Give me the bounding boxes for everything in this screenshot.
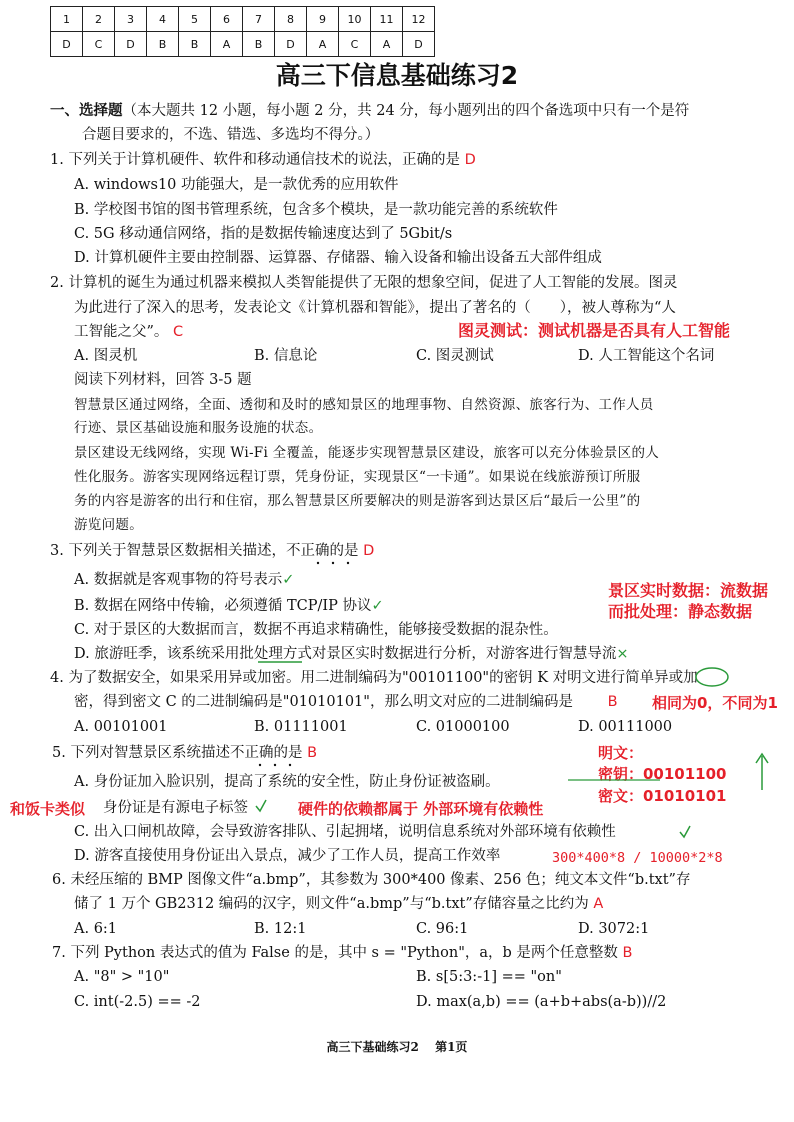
q2-option-a: A. 图灵机 — [74, 348, 138, 364]
answer-table-number-cell: 1 — [51, 7, 83, 32]
q4-option-d: D. 00111000 — [578, 719, 673, 735]
circle-mark-icon — [696, 668, 728, 686]
q3-stem: 3. 下列关于智慧景区数据相关描述，不正确的是 — [50, 543, 359, 559]
answer-table-number-cell: 3 — [115, 7, 147, 32]
q1-stem: 1. 下列关于计算机硬件、软件和移动通信技术的说法，正确的是 — [50, 152, 460, 168]
q7-option-c: C. int(-2.5) == -2 — [74, 994, 201, 1010]
q1-option-d: D. 计算机硬件主要由控制器、运算器、存储器、输入设备和输出设备五大部件组成 — [74, 250, 602, 266]
q5-option-a: A. 身份证加入脸识别，提高了系统的安全性，防止身份证被盗刷。 — [74, 774, 500, 790]
q3-option-d: D. 旅游旺季，该系统采用批处理方式对景区实时数据进行分析，对游客进行智慧导流 — [74, 646, 617, 662]
answer-table-number-cell: 2 — [83, 7, 115, 32]
answer-table-number-cell: 11 — [371, 7, 403, 32]
material-p1-line1: 智慧景区通过网络，全面、透彻和及时的感知景区的地理事物、自然资源、旅客行为、工作人员 — [74, 397, 654, 413]
q7-option-b: B. s[5:3:-1] == "on" — [416, 969, 562, 985]
material-p1-line2: 行迹、景区基础设施和服务设施的状态。 — [74, 420, 323, 436]
answer-table-number-cell: 7 — [243, 7, 275, 32]
q5-option-b-rest: 身份证是有源电子标签 — [103, 800, 248, 816]
q5-stem: 5. 下列对智慧景区系统描述不正确的是 — [52, 745, 303, 761]
answer-table-answer-cell: D — [403, 32, 435, 57]
q6-option-d: D. 3072:1 — [578, 921, 650, 937]
q1-option-c: C. 5G 移动通信网络，指的是数据传输速度达到了 5Gbit/s — [74, 226, 453, 242]
answer-table-answer-cell: D — [51, 32, 83, 57]
q5-note-hardware: 硬件的依赖都属于 外部环境有依赖性 — [298, 800, 544, 818]
q4-stem-2: 密，得到密文 C 的二进制编码是"01010101"，那么明文对应的二进制编码是 — [74, 694, 573, 710]
answer-table-number-cell: 4 — [147, 7, 179, 32]
q4-handwritten-note: 相同为0，不同为1 — [652, 694, 778, 712]
check-icon: ✓ — [282, 572, 295, 588]
check-icon: ✓ — [371, 598, 384, 614]
q4-option-b: B. 01111001 — [254, 719, 348, 735]
q6-stem-2: 储了 1 万个 GB2312 编码的汉字，则文件“a.bmp”与“b.txt”存储容量之比约为 — [74, 896, 589, 912]
q2-handwritten-note: 图灵测试：测试机器是否具有人工智能 — [458, 321, 731, 340]
answer-table-number-cell: 8 — [275, 7, 307, 32]
q4-option-a: A. 00101001 — [74, 719, 168, 735]
answer-table-number-cell: 5 — [179, 7, 211, 32]
q2-option-c: C. 图灵测试 — [416, 348, 494, 364]
q7-option-a: A. "8" > "10" — [74, 969, 170, 985]
material-lead: 阅读下列材料，回答 3-5 题 — [74, 372, 252, 388]
q6-handwritten-formula: 300*400*8 / 10000*2*8 — [552, 850, 723, 866]
page-title: 高三下信息基础练习2 — [275, 61, 519, 90]
answer-table-answer-cell: B — [243, 32, 275, 57]
answer-table-answer-cell: A — [307, 32, 339, 57]
q5-option-c: C. 出入口闸机故障，会导致游客排队、引起拥堵，说明信息系统对外部环境有依赖性 — [74, 824, 616, 840]
q2-option-d: D. 人工智能这个名词 — [578, 348, 715, 364]
material-p2-line1: 景区建设无线网络，实现 Wi-Fi 全覆盖，能逐步实现智慧景区建设，旅客可以充分体验景区的人 — [74, 445, 660, 461]
section-intro-1: （本大题共 12 小题，每小题 2 分，共 24 分，每小题列出的四个备选项中只有一个是符 — [122, 103, 690, 119]
answer-table-answer-cell: B — [179, 32, 211, 57]
q5-answer-mark: B — [307, 745, 318, 761]
answer-table-answer-cell: D — [115, 32, 147, 57]
cross-icon: × — [616, 646, 629, 662]
q2-stem-2: 为此进行了深入的思考，发表论文《计算机器和智能》，提出了著名的（ ），被人尊称为“人 — [74, 300, 676, 316]
q5-note-left: 和饭卡类似 — [10, 800, 86, 818]
q5-note-plaintext: 明文： — [598, 744, 644, 762]
answer-table-number-cell: 9 — [307, 7, 339, 32]
q6-option-c: C. 96:1 — [416, 921, 469, 937]
q3-option-c: C. 对于景区的大数据而言，数据不再追求精确性，能够接受数据的混杂性。 — [74, 622, 558, 638]
q7-option-d: D. max(a,b) == (a+b+abs(a-b))//2 — [416, 994, 667, 1010]
material-p2-line3: 务的内容是游客的出行和住宿，那么智慧景区所要解决的则是游客到达景区后“最后一公里”的 — [74, 493, 641, 509]
q6-stem-1: 6. 未经压缩的 BMP 图像文件“a.bmp”，其参数为 300*400 像素、256 色；纯文本文件“b.txt”存 — [52, 872, 691, 888]
answer-table-answer-cell: A — [371, 32, 403, 57]
q1-option-b: B. 学校图书馆的图书管理系统，包含多个模块，是一款功能完善的系统软件 — [74, 202, 558, 218]
q5-note-cipher: 密文：01010101 — [598, 787, 727, 805]
answer-table-number-cell: 12 — [403, 7, 435, 32]
q7-answer-mark: B — [622, 945, 633, 961]
q1-option-a: A. windows10 功能强大，是一款优秀的应用软件 — [74, 177, 399, 193]
section-heading: 一、选择题 — [50, 103, 123, 119]
q4-answer-mark: B — [607, 694, 618, 710]
q1-answer-mark: D — [464, 152, 476, 168]
q2-stem-1: 2. 计算机的诞生为通过机器来模拟人类智能提供了无限的想象空间，促进了人工智能的发展。图灵 — [50, 275, 678, 291]
q2-option-b: B. 信息论 — [254, 348, 318, 364]
answer-table-number-cell: 10 — [339, 7, 371, 32]
q5-option-d: D. 游客直接使用身份证出入景点，减少了工作人员，提高工作效率 — [74, 848, 501, 864]
q3-note-2: 而批处理：静态数据 — [608, 602, 753, 621]
q3-option-b: B. 数据在网络中传输，必须遵循 TCP/IP 协议 — [74, 598, 372, 614]
material-p2-line4: 游览问题。 — [74, 517, 143, 533]
answer-table-answer-cell: C — [339, 32, 371, 57]
q7-stem: 7. 下列 Python 表达式的值为 False 的是，其中 s = "Python"，a，b 是两个任意整数 — [52, 945, 618, 961]
check-icon — [680, 826, 690, 837]
q6-option-a: A. 6:1 — [74, 921, 118, 937]
q2-answer-mark: C — [173, 324, 184, 340]
q2-stem-3: 工智能之父”。 — [74, 324, 169, 340]
answer-table-answer-cell: C — [83, 32, 115, 57]
q4-stem-1: 4. 为了数据安全，如果采用异或加密。用二进制编码为"00101100"的密钥 K 对明文进行简单异或加 — [50, 670, 698, 686]
answer-table-answer-cell: D — [275, 32, 307, 57]
q4-option-c: C. 01000100 — [416, 719, 510, 735]
answer-table-answer-cell: B — [147, 32, 179, 57]
q6-option-b: B. 12:1 — [254, 921, 307, 937]
material-p2-line2: 性化服务。游客实现网络远程订票，凭身份证，实现景区“一卡通”。如果说在线旅游预订所服 — [74, 469, 641, 485]
q3-option-a: A. 数据就是客观事物的符号表示 — [74, 572, 283, 588]
q6-answer-mark: A — [593, 896, 604, 912]
page-footer: 高三下基础练习2 第1页 — [326, 1040, 468, 1054]
section-intro-2: 合题目要求的，不选、错选、多选均不得分。） — [82, 127, 380, 143]
q3-answer-mark: D — [363, 543, 375, 559]
q5-note-key: 密钥：00101100 — [598, 765, 727, 783]
q3-note-1: 景区实时数据：流数据 — [608, 581, 769, 600]
answer-table-answer-cell: A — [211, 32, 243, 57]
check-icon — [256, 800, 266, 811]
answer-table-number-cell: 6 — [211, 7, 243, 32]
